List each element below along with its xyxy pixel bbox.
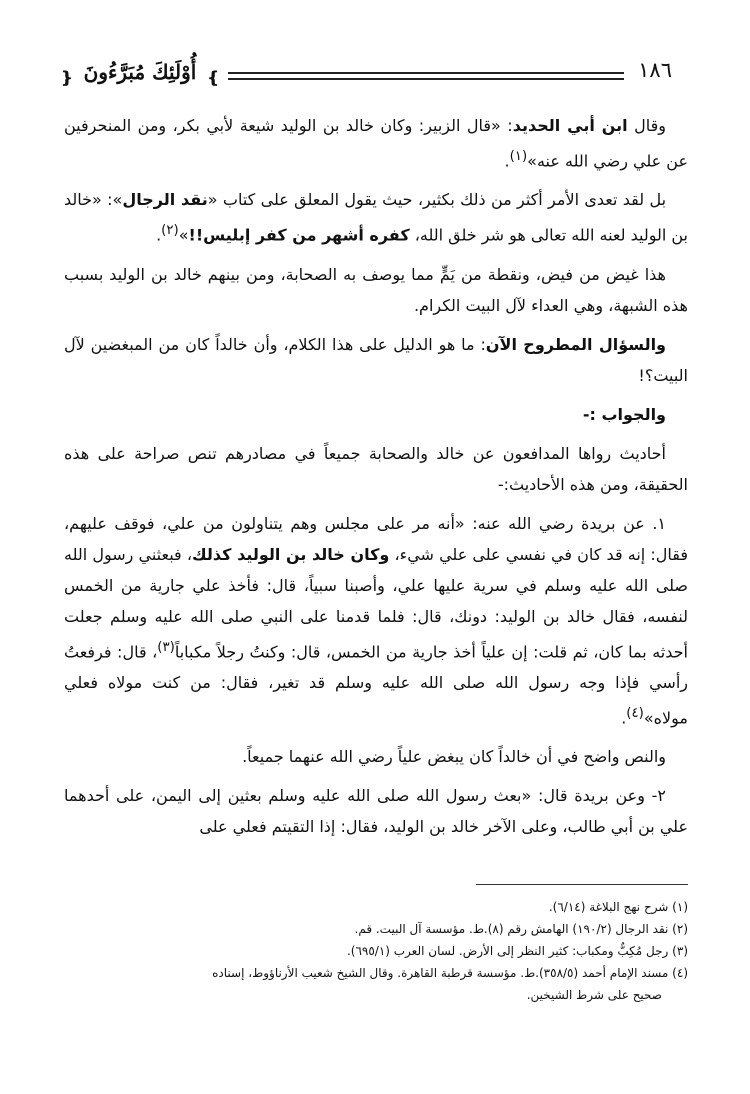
footnote-ref: (١): [509, 149, 528, 164]
footnote-4-continued: صحيح على شرط الشيخين.: [526, 988, 662, 1002]
question-heading: والسؤال المطروح الآن: [485, 334, 667, 354]
ornament-left-icon: ❴: [60, 68, 74, 87]
footnote-2: (٢) نقد الرجال (١٩٠/٢) الهامش رقم (٨).ط. مؤسسة آل البيت. قم.: [354, 922, 688, 936]
answer-heading: والجواب :-: [582, 404, 666, 424]
footnote-4: (٤) مسند الإمام أحمد (٣٥٨/٥).ط. مؤسسة قرطبة القاهرة. وقال الشيخ شعيب الأرناؤوط، إسناده: [212, 966, 688, 980]
book-title: [60, 54, 220, 90]
paragraph-6: أحاديث رواها المدافعون عن خالد والصحابة جميعاً في مصادرهم تنص صراحة على هذه الحقيقة، ومن هذه الأحاديث:-: [64, 443, 688, 494]
emphasis-text: وكان خالد بن الوليد كذلك: [192, 544, 390, 564]
footnote-1: (١) شرح نهج البلاغة (٦/١٤).: [548, 900, 688, 914]
page-number: ١٨٦: [638, 58, 672, 82]
paragraph-2: بل لقد تعدى الأمر أكثر من ذلك بكثير، حيث يقول المعلق على كتاب «نقد الرجال»: «خالد بن الوليد لعنه الله تعالى هو شر خلق الله، كفره أشهر من كفر إبليس!!»$^{(٢)}$.: [64, 190, 688, 245]
paragraph-3: هذا غيض من فيض، ونقطة من يَمٍّ مما يوصف به الصحابة، ومن بينهم خالد بن الوليد بسبب هذه الشبهة، وهي العداء لآل البيت الكرام.: [64, 264, 688, 315]
ornament-right-icon: ❵: [206, 68, 220, 87]
paragraph-9: ٢- وعن بريدة قال: «بعث رسول الله صلى الله عليه وسلم بعثين إلى اليمن، على أحدهما علي بن أبي طالب، وعلى الآخر خالد بن الوليد، فقال: إذا التقيتم فعلي على: [64, 786, 688, 837]
footnote-3: (٣) رجل مُكِبٌّ ومكباب: كثير النظر إلى الأرض. لسان العرب (٦٩٥/١).: [346, 944, 688, 958]
page-header: [60, 52, 672, 96]
footnote-ref: (٣): [157, 639, 175, 655]
paragraph-7: ١. عن بريدة رضي الله عنه: «أنه مر على مجلس وهم يتناولون من علي، فوقف عليهم، فقال: إنه قد كان في نفسي على علي شيء، وكان خالد بن الوليد كذلك، فبعثني رسول الله صلى الله عليه وسلم في سرية عليها علي، وأصبنا سبياً، قال: فأخذ علي جارية من الخمس لنفسه، فقال خالد بن الوليد: دونك، قال: فلما قدمنا على النبي صلى الله عليه وسلم جعلت أحدثه بما كان، ثم قلت: إن علياً أخذ جارية من الخمس، قال: وكنتُ رجلاً مكباباً$^{(٣)}$، قال: فرفعتُ رأسي فإذا وجه رسول الله صلى الله عليه وسلم قد تغير، فقال: من كنت مولاه فعلي مولاه»$^{(٤)}$.: [64, 513, 688, 728]
header-rule-bottom: [228, 78, 624, 80]
paragraph-1: وقال ابن أبي الحديد: «قال الزبير: وكان خالد بن الوليد شيعة لأبي بكر، ومن المنحرفين عن علي رضي الله عنه»$^{(١)}$.: [64, 116, 688, 171]
footnote-ref: (٢): [161, 223, 179, 239]
paragraph-8: والنص واضح في أن خالداً كان يبغض علياً رضي الله عنهما جميعاً.: [242, 747, 666, 767]
author-name: ابن أبي الحديد: [512, 116, 628, 135]
main-text: [64, 110, 688, 850]
book-name: نقد الرجال: [122, 190, 208, 210]
emphasis-text: كفره أشهر من كفر إبليس!!: [188, 225, 410, 245]
footnotes: [64, 896, 688, 1006]
paragraph-4: والسؤال المطروح الآن: ما هو الدليل على هذا الكلام، وأن خالداً كان من المبغضين لآل البيت؟!: [64, 334, 688, 385]
book-title-text: أُوْلَئِكَ مُبَرَّءُونَ: [83, 60, 197, 84]
footnote-divider: [476, 884, 688, 885]
header-rule-top: [228, 72, 624, 74]
footnote-ref: (٤): [626, 705, 644, 721]
